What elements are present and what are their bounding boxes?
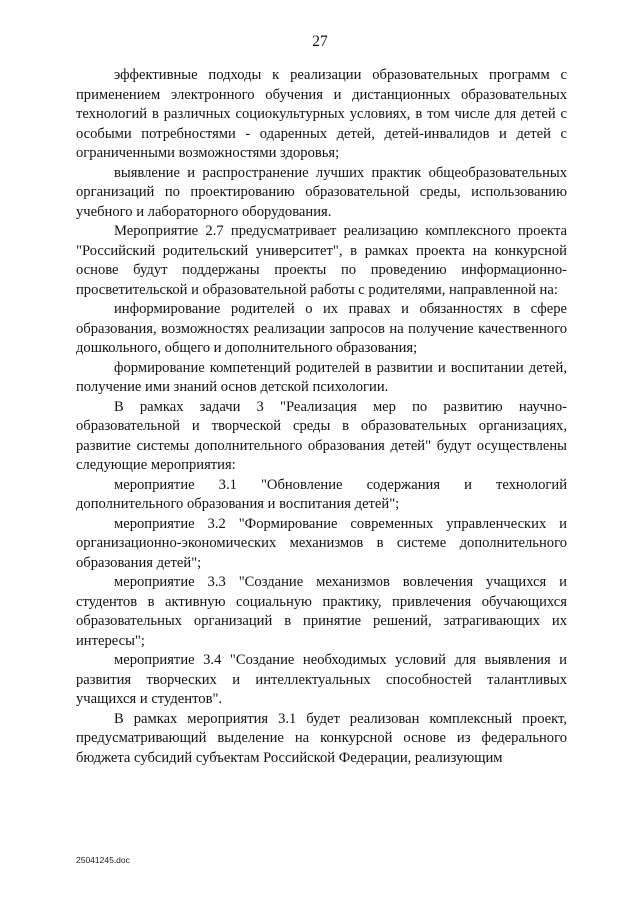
paragraph-informing-parents: информирование родителей о их правах и обязанностях в сфере образования, возможностях реализации запросов на получение качественного дошкольного, общего и дополнительного образования; <box>76 301 567 356</box>
paragraph-measure-3-2: мероприятие 3.2 "Формирование современных управленческих и организационно-экономических механизмов в системе дополнительного образования детей"; <box>76 515 567 571</box>
paragraph-best-practices: выявление и распространение лучших практик общеобразовательных организаций по проектированию образовательной среды, использованию учебного и лабораторного оборудования. <box>76 164 567 220</box>
document-body <box>76 66 567 768</box>
paragraph-measure-2-7: Мероприятие 2.7 предусматривает реализацию комплексного проекта "Российский родительский университет", в рамках проекта на конкурсной основе будут поддержаны проекты по проведению информационно-просветительской и образовательной работы с родителями, направленной на: <box>76 223 567 298</box>
footer-document-code: 25041245.doc <box>76 855 130 865</box>
paragraph-measure-3-1-project: В рамках мероприятия 3.1 будет реализован комплексный проект, предусматривающий выделение на конкурсной основе из федерального бюджета субсидий субъектам Российской Федерации, реализующим <box>76 710 567 766</box>
paragraph-approaches: эффективные подходы к реализации образовательных программ с применением электронного обучения и дистанционных образовательных технологий в различных социокультурных условиях, в том числе для детей с особыми потребностями - одаренных детей, детей-инвалидов и детей с ограниченными возможностями здоровья; <box>76 67 567 161</box>
paragraph-parent-competencies: формирование компетенций родителей в развитии и воспитании детей, получение ими знаний основ детской психологии. <box>76 359 567 395</box>
paragraph-task-3: В рамках задачи 3 "Реализация мер по развитию научно-образовательной и творческой среды в образовательных организациях, развитие системы дополнительного образования детей" будут осуществлены следующие мероприятия: <box>76 398 567 473</box>
paragraph-measure-3-3: мероприятие 3.3 "Создание механизмов вовлечения учащихся и студентов в активную социальную практику, привлечения обучающихся образовательных организаций в принятие решений, затрагивающих их интересы"; <box>76 574 567 649</box>
page-number: 27 <box>312 33 328 50</box>
paragraph-measure-3-4: мероприятие 3.4 "Создание необходимых условий для выявления и развития творческих и интеллектуальных способностей талантливых учащихся и студентов". <box>76 652 567 707</box>
paragraph-measure-3-1: мероприятие 3.1 "Обновление содержания и технологий дополнительного образования и воспитания детей"; <box>76 476 567 512</box>
